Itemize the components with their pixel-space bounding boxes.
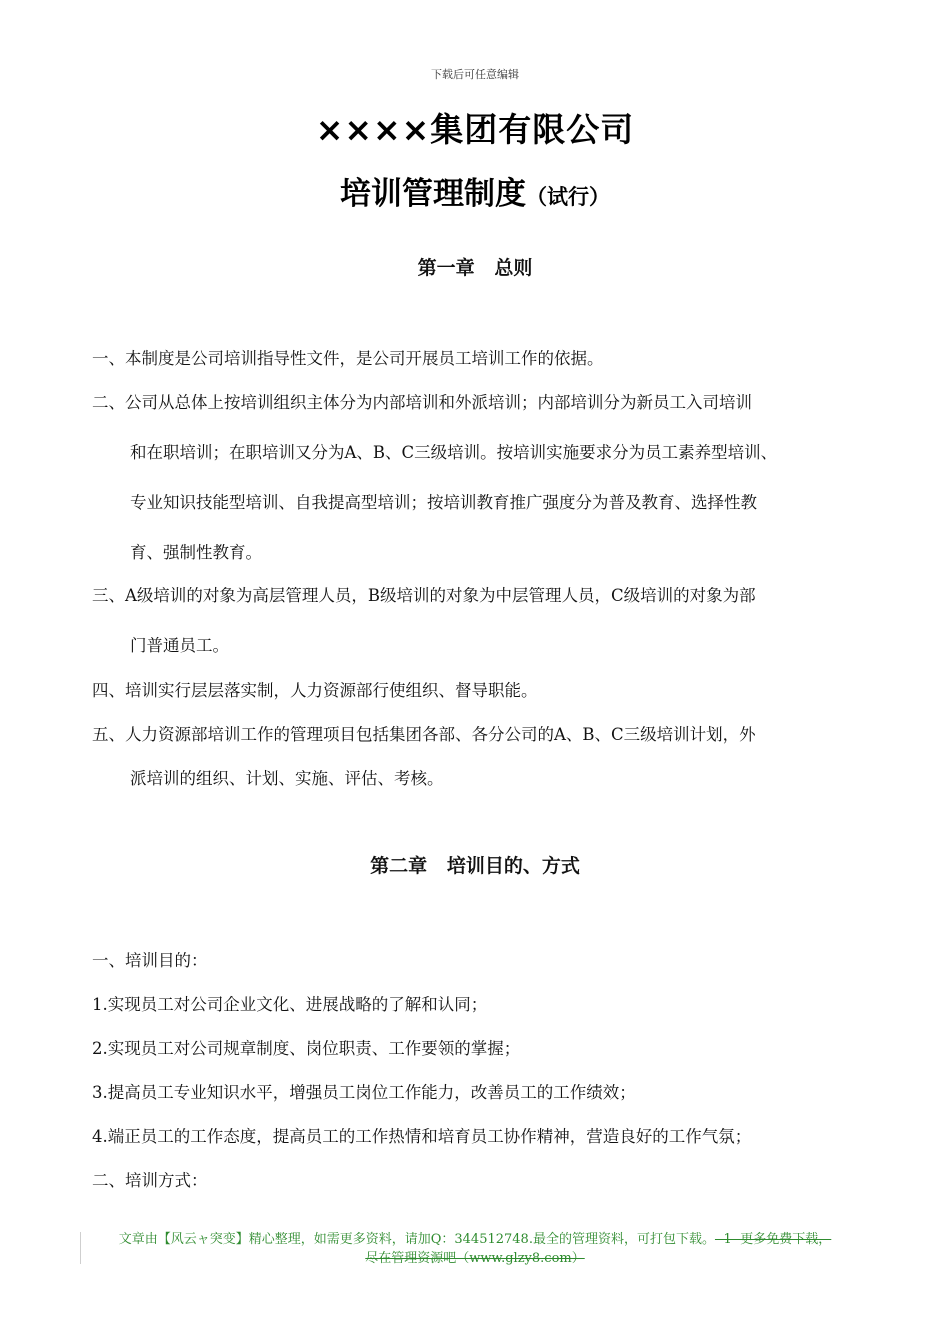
paragraph-line: 3.提高员工专业知识水平，增强员工岗位工作能力，改善员工的工作绩效； (92, 1083, 636, 1102)
paragraph-line: 一、培训目的： (92, 951, 208, 970)
footer-line-2: 尽在管理资源吧（www.glzy8.com） (365, 1251, 585, 1266)
paragraph-line: 和在职培训；在职培训又分为A、B、C三级培训。按培训实施要求分为员工素养型培训、 (130, 443, 778, 462)
paragraph-line: 1.实现员工对公司企业文化、进展战略的了解和认同； (92, 995, 488, 1014)
paragraph-line: 二、公司从总体上按培训组织主体分为内部培训和外派培训；内部培训分为新员工入司培训 (92, 393, 752, 412)
document-subtitle (0, 168, 950, 213)
header-note: 下载后可任意编辑 (431, 68, 519, 81)
subtitle-suffix: （试行） (526, 185, 610, 209)
paragraph-line: 专业知识技能型培训、自我提高型培训；按培训教育推广强度分为普及教育、选择性教 (130, 493, 757, 512)
paragraph-line: 派培训的组织、计划、实施、评估、考核。 (130, 769, 444, 788)
paragraph-line: 2.实现员工对公司规章制度、岗位职责、工作要领的掌握； (92, 1039, 521, 1058)
footer-note (0, 1230, 950, 1268)
paragraph-line: 四、培训实行层层落实制，人力资源部行使组织、督导职能。 (92, 681, 538, 700)
paragraph-line: 4.端正员工的工作态度，提高员工的工作热情和培育员工协作精神，营造良好的工作气氛； (92, 1127, 752, 1146)
footer-page-marker: - 1 -更多免费下载， (714, 1232, 832, 1247)
chapter-2-heading: 第二章 培训目的、方式 (370, 855, 580, 877)
footer-text: 文章由【风云ャ突变】精心整理，如需更多资料，请加Q：344512748.最全的管理资料，可打包下载。 (118, 1232, 715, 1247)
paragraph-line: 二、培训方式： (92, 1171, 208, 1190)
footer-line-1 (0, 1230, 950, 1249)
subtitle-main: 培训管理制度 (340, 176, 526, 212)
document-title: ××××集团有限公司 (315, 110, 635, 149)
paragraph-line: 五、人力资源部培训工作的管理项目包括集团各部、各分公司的A、B、C三级培训计划，外 (92, 725, 756, 744)
paragraph-line: 三、A级培训的对象为高层管理人员，B级培训的对象为中层管理人员，C级培训的对象为部 (92, 586, 756, 605)
chapter-1-heading: 第一章 总则 (417, 257, 533, 279)
paragraph-line: 门普通员工。 (130, 636, 229, 655)
paragraph-line: 一、本制度是公司培训指导性文件，是公司开展员工培训工作的依据。 (92, 349, 604, 368)
paragraph-line: 育、强制性教育。 (130, 543, 262, 562)
